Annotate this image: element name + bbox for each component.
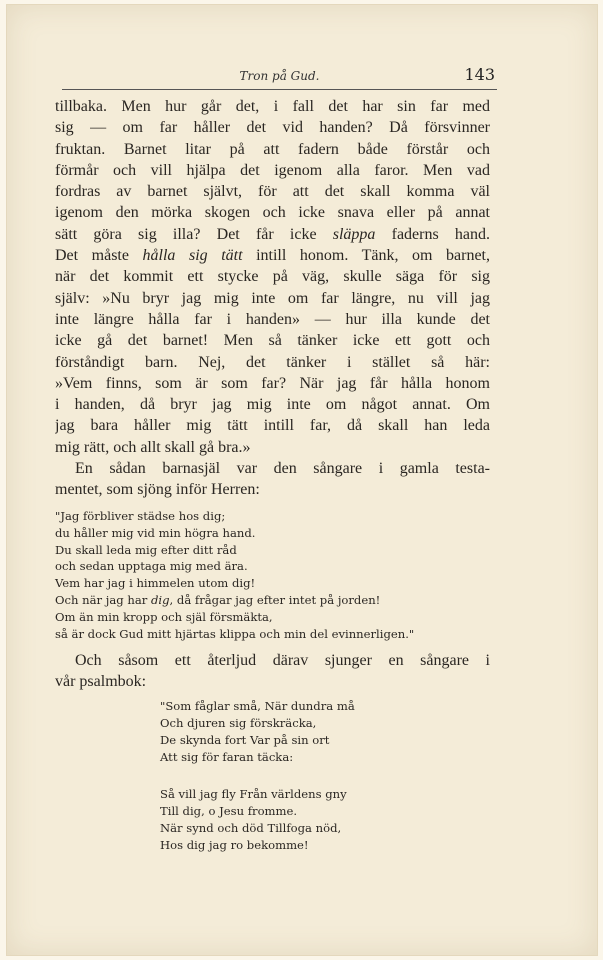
text-segment: i handen, då bryr jag mig inte om något annat. Om (55, 396, 490, 414)
text-line (55, 415, 490, 436)
text-segment: icke gå det barnet! Men så tänker icke ett gott och (55, 332, 490, 350)
italic-text: släppa (332, 225, 376, 243)
psalm-quote (55, 508, 414, 642)
text-line (55, 181, 490, 202)
page-number: 143 (464, 65, 495, 84)
text-line (55, 542, 414, 559)
hymn-line: Att sig för faran täcka: (160, 750, 294, 764)
hymn-line: Till dig, o Jesu fromme. (160, 804, 298, 818)
text-line (55, 309, 490, 330)
text-segment: »Vem finns, som är som far? När jag får hålla honom (55, 374, 490, 392)
text-segment: förståndigt barn. Nej, det tänker i stället så här: (55, 353, 490, 371)
text-line (55, 202, 490, 223)
text-segment: du håller mig vid min högra hand. (55, 525, 256, 540)
hymn-line: Så vill jag fly Från världens gny (160, 787, 347, 801)
text-segment: själv: »Nu bryr jag mig inte om far längre, nu vill jag (55, 289, 490, 307)
text-segment: så är dock Gud mitt hjärtas klippa och min del evinnerligen." (55, 626, 415, 641)
text-line (55, 609, 414, 626)
text-segment: när det kommit ett stycke på väg, skulle säga för sig (55, 268, 490, 286)
text-segment: inte längre hålla far i handen» — hur illa kunde det (55, 310, 490, 328)
text-line (55, 245, 490, 266)
text-line (55, 288, 490, 309)
running-header (62, 65, 497, 90)
chapter-title: Tron på Gud. (239, 69, 320, 83)
text-line (55, 592, 414, 609)
text-line (55, 96, 490, 117)
text-segment: fruktan. Barnet litar på att fadern både förstår och (55, 140, 490, 158)
text-line (55, 575, 414, 592)
hymn-line: Och djuren sig förskräcka, (160, 716, 317, 730)
text-segment: Du skall leda mig efter ditt råd (55, 542, 237, 557)
text-line (55, 479, 490, 500)
text-segment: fordras av barnet självt, för att det skall komma väl (55, 183, 490, 201)
text-segment: vår psalmbok: (55, 673, 147, 691)
text-segment: jag bara håller mig tätt intill far, då skall han leda (55, 417, 490, 435)
text-segment: mig rätt, och allt skall gå bra.» (55, 438, 251, 456)
text-line (55, 117, 490, 138)
text-line (55, 160, 490, 181)
italic-text: dig (150, 592, 170, 607)
text-segment: Och när jag har (55, 592, 151, 607)
text-line (55, 525, 414, 542)
text-segment: faderns hand. (375, 225, 490, 243)
text-line (55, 508, 414, 525)
hymn-line: Hos dig jag ro bekomme! (160, 838, 309, 852)
text-line (55, 626, 414, 643)
hymn-line: "Som fåglar små, När dundra må (160, 699, 355, 713)
text-line (55, 139, 490, 160)
italic-text: hålla sig tätt (142, 247, 243, 265)
text-line (55, 330, 490, 351)
text-line (55, 266, 490, 287)
text-line (55, 650, 490, 671)
text-line (55, 373, 490, 394)
text-line (55, 437, 490, 458)
text-segment: Om än min kropp och själ försmäkta, (55, 609, 273, 624)
text-segment: sätt göra sig illa? Det får icke (55, 225, 333, 243)
hymn-line: De skynda fort Var på sin ort (160, 733, 330, 747)
text-segment: igenom den mörka skogen och icke snava eller på annat (55, 204, 490, 222)
text-segment: Det måste (55, 247, 143, 265)
text-segment: "Jag förbliver städse hos dig; (55, 509, 226, 523)
body-text-continued (55, 650, 490, 693)
text-segment: Vem har jag i himmelen utom dig! (55, 576, 256, 591)
text-segment: intill honom. Tänk, om barnet, (242, 247, 490, 265)
body-text (55, 96, 490, 501)
text-line (55, 394, 490, 415)
text-line (55, 671, 490, 692)
hymn-verse (160, 698, 355, 854)
text-line (55, 458, 490, 479)
text-line (55, 558, 414, 575)
text-line (55, 224, 490, 245)
text-segment: tillbaka. Men hur går det, i fall det har sin far med (55, 98, 490, 115)
text-segment: Och såsom ett återljud därav sjunger en sångare i (75, 652, 490, 669)
text-segment: , då frågar jag efter intet på jorden! (169, 592, 381, 607)
hymn-line: När synd och död Tillfoga nöd, (160, 821, 342, 835)
text-line (55, 352, 490, 373)
text-segment: sig — om far håller det vid handen? Då försvinner (55, 119, 490, 137)
text-segment: och sedan upptaga mig med ära. (55, 559, 248, 574)
text-segment: En sådan barnasjäl var den sångare i gamla testa- (75, 460, 490, 478)
text-segment: förmår och vill hjälpa det igenom alla faror. Men vad (55, 161, 490, 179)
text-segment: mentet, som sjöng inför Herren: (55, 481, 260, 499)
